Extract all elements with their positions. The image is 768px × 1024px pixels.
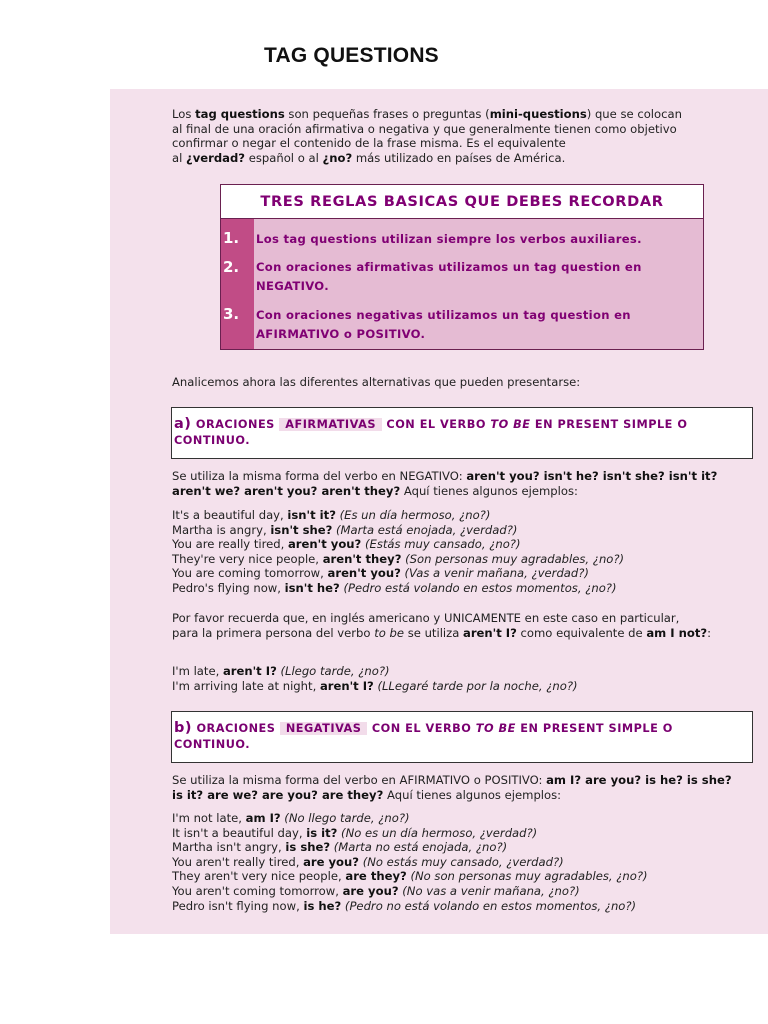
- rule-number: 1.: [223, 229, 240, 247]
- example-line: Pedro's flying now, isn't he? (Pedro está volando en estos momentos, ¿no?): [172, 580, 617, 595]
- example-line: It's a beautiful day, isn't it? (Es un día hermoso, ¿no?): [172, 508, 491, 522]
- rule-text: Los tag questions utilizan siempre los verbos auxiliares.: [256, 232, 642, 246]
- example-line: Pedro isn't flying now, is he? (Pedro no está volando en estos momentos, ¿no?): [172, 898, 637, 913]
- example-line: You aren't coming tomorrow, are you? (No vas a venir mañana, ¿no?): [172, 883, 580, 898]
- usage-b: Se utiliza la misma forma del verbo en AFIRMATIVO o POSITIVO: am I? are you? is he? is she? is it? are we? are you? are they? Aquí tienes algunos ejemplos:: [172, 773, 732, 802]
- intro-paragraph: [172, 107, 752, 165]
- intro-line-2: al final de una oración afirmativa o negativa y que generalmente tienen como objetivo: [172, 121, 677, 136]
- example-line: I'm not late, am I? (No llego tarde, ¿no?): [172, 811, 410, 825]
- example-line: I'm arriving late at night, aren't I? (LLegaré tarde por la noche, ¿no?): [172, 678, 578, 693]
- rules-header: TRES REGLAS BASICAS QUE DEBES RECORDAR: [221, 185, 703, 219]
- example-line: You are really tired, aren't you? (Estás muy cansado, ¿no?): [172, 537, 521, 552]
- example-line: You are coming tomorrow, aren't you? (Vas a venir mañana, ¿verdad?): [172, 566, 589, 581]
- example-line: You aren't really tired, are you? (No estás muy cansado, ¿verdad?): [172, 854, 564, 869]
- rule-number: 3.: [223, 305, 240, 323]
- intro-line-1: Los tag questions son pequeñas frases o preguntas (mini-questions) que se colocan: [172, 107, 682, 121]
- rules-box: [220, 184, 704, 350]
- example-line: Martha is angry, isn't she? (Marta está enojada, ¿verdad?): [172, 522, 518, 537]
- note-paragraph: Por favor recuerda que, en inglés americano y UNICAMENTE en este caso en particular, para la primera persona del verbo to be se utiliza aren't I? como equivalente de am I not?:: [172, 611, 712, 640]
- rule-number: 2.: [223, 258, 240, 276]
- example-line: I'm late, aren't I? (Llego tarde, ¿no?): [172, 664, 390, 678]
- examples-note: [172, 664, 752, 693]
- examples-b: [172, 811, 752, 913]
- section-b-heading: b) ORACIONES NEGATIVAS CON EL VERBO TO BE EN PRESENT SIMPLE O CONTINUO.: [171, 711, 753, 763]
- analyze-text: Analicemos ahora las diferentes alternativas que pueden presentarse:: [172, 375, 581, 389]
- intro-line-3: confirmar o negar el contenido de la frase misma. Es el equivalente: [172, 136, 566, 151]
- example-line: They're very nice people, aren't they? (Son personas muy agradables, ¿no?): [172, 551, 625, 566]
- page-title: TAG QUESTIONS: [264, 44, 439, 67]
- rule-text: Con oraciones afirmativas utilizamos un tag question en NEGATIVO.: [256, 260, 642, 293]
- example-line: They aren't very nice people, are they? (No son personas muy agradables, ¿no?): [172, 869, 648, 884]
- intro-line-4: al ¿verdad? español o al ¿no? más utilizado en países de América.: [172, 150, 566, 165]
- section-a-heading: a) ORACIONES AFIRMATIVAS CON EL VERBO TO BE EN PRESENT SIMPLE O CONTINUO.: [171, 407, 753, 459]
- example-line: Martha isn't angry, is she? (Marta no está enojada, ¿no?): [172, 840, 508, 855]
- examples-a: [172, 508, 752, 596]
- rule-text: Con oraciones negativas utilizamos un tag question en AFIRMATIVO o POSITIVO.: [256, 308, 631, 341]
- example-line: It isn't a beautiful day, is it? (No es un día hermoso, ¿verdad?): [172, 825, 538, 840]
- usage-a: Se utiliza la misma forma del verbo en NEGATIVO: aren't you? isn't he? isn't she? isn't it? aren't we? aren't you? aren't they? Aquí tienes algunos ejemplos:: [172, 469, 718, 498]
